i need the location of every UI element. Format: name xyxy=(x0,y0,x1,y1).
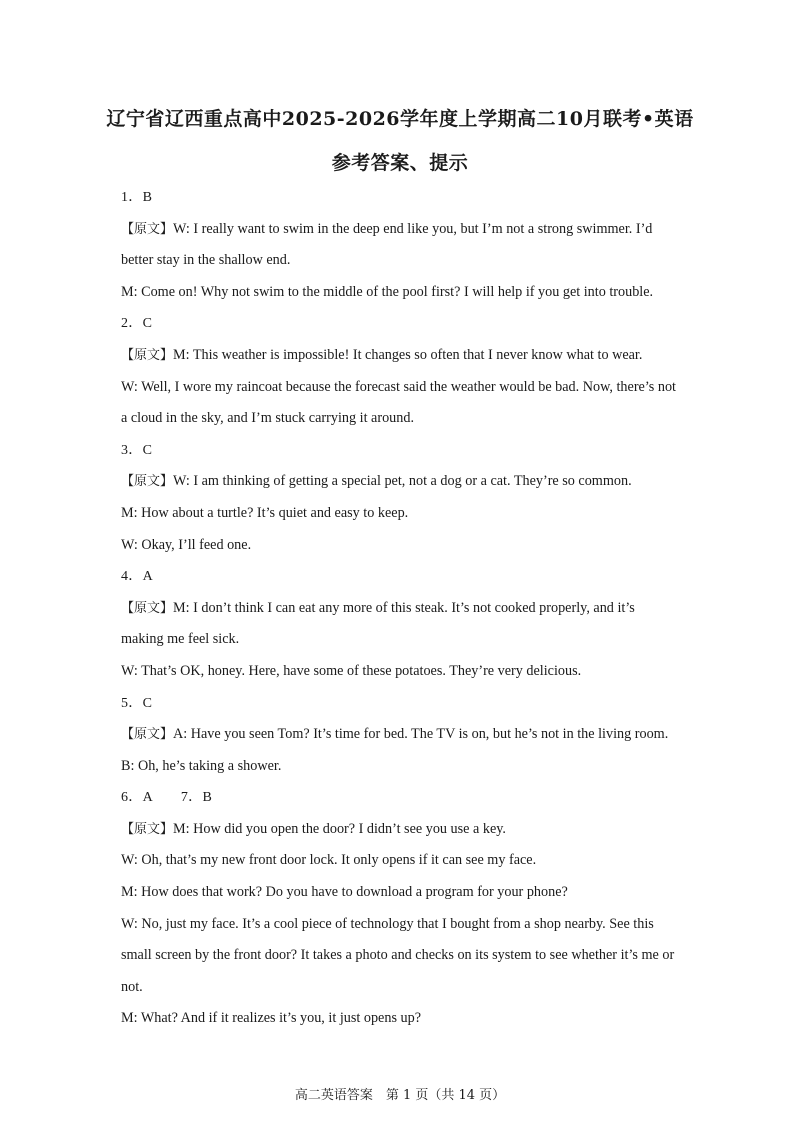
page-title: 辽宁省辽西重点高中2025-2026学年度上学期高二10月联考•英语 xyxy=(106,108,694,130)
transcript-text: M: This weather is impossible! It changes so often that I never know what to wear. xyxy=(173,346,643,363)
transcript-line: W: No, just my face. It’s a cool piece of technology that I bought from a shop nearby. See this xyxy=(121,915,654,932)
answer-1: 1．B xyxy=(121,190,153,205)
transcript-text: M: I don’t think I can eat any more of this steak. It’s not cooked properly, and it’s xyxy=(173,599,635,616)
transcript-line: B: Oh, he’s taking a shower. xyxy=(121,757,282,774)
answer-3: 3．C xyxy=(121,442,153,458)
transcript-line: M: How does that work? Do you have to download a program for your phone? xyxy=(121,884,568,901)
transcript-line: making me feel sick. xyxy=(121,631,240,648)
transcript-text: A: Have you seen Tom? It’s time for bed. The TV is on, but he’s not in the living room. xyxy=(173,726,669,743)
page-subtitle: 参考答案、提示 xyxy=(331,152,469,174)
transcript-line: W: Oh, that’s my new front door lock. It only opens if it can see my face. xyxy=(121,852,537,869)
answer-2: 2．C xyxy=(121,316,153,332)
transcript-line: M: Come on! Why not swim to the middle of the pool first? I will help if you get into trouble. xyxy=(121,283,654,300)
transcript-tag: 【原文】 xyxy=(121,347,174,363)
transcript-tag: 【原文】 xyxy=(121,600,174,616)
transcript-tag: 【原文】 xyxy=(121,821,174,837)
transcript-line xyxy=(121,719,681,751)
page-footer: 高二英语答案 第 1 页（共 14 页） xyxy=(294,1088,506,1103)
transcript-line: not. xyxy=(121,978,143,995)
transcript-line xyxy=(121,340,681,372)
transcript-line: W: Well, I wore my raincoat because the forecast said the weather would be bad. Now, there’s not xyxy=(121,378,676,395)
transcript-line xyxy=(121,214,681,246)
transcript-line: W: That’s OK, honey. Here, have some of these potatoes. They’re very delicious. xyxy=(121,662,582,679)
transcript-tag: 【原文】 xyxy=(121,727,174,743)
transcript-line: small screen by the front door? It takes a photo and checks on its system to see whether it’s me or xyxy=(121,947,675,964)
transcript-line: W: Okay, I’ll feed one. xyxy=(121,536,252,553)
transcript-text: W: I really want to swim in the deep end like you, but I’m not a strong swimmer. I’d xyxy=(173,220,653,237)
transcript-line: a cloud in the sky, and I’m stuck carrying it around. xyxy=(121,410,414,427)
transcript-text: W: I am thinking of getting a special pet, not a dog or a cat. They’re so common. xyxy=(173,473,632,490)
answer-5: 5．C xyxy=(121,695,153,711)
answer-4: 4．A xyxy=(121,569,154,585)
transcript-tag: 【原文】 xyxy=(121,474,174,490)
transcript-line: better stay in the shallow end. xyxy=(121,252,291,269)
transcript-line xyxy=(121,466,681,498)
transcript-line xyxy=(121,814,681,846)
answer-content xyxy=(121,182,681,1035)
transcript-line xyxy=(121,593,681,625)
answer-6-7: 6．A 7．B xyxy=(121,790,213,806)
transcript-line: M: How about a turtle? It’s quiet and easy to keep. xyxy=(121,504,409,521)
transcript-tag: 【原文】 xyxy=(121,221,174,237)
transcript-line: M: What? And if it realizes it’s you, it just opens up? xyxy=(121,1010,421,1027)
transcript-text: M: How did you open the door? I didn’t see you use a key. xyxy=(173,820,506,837)
